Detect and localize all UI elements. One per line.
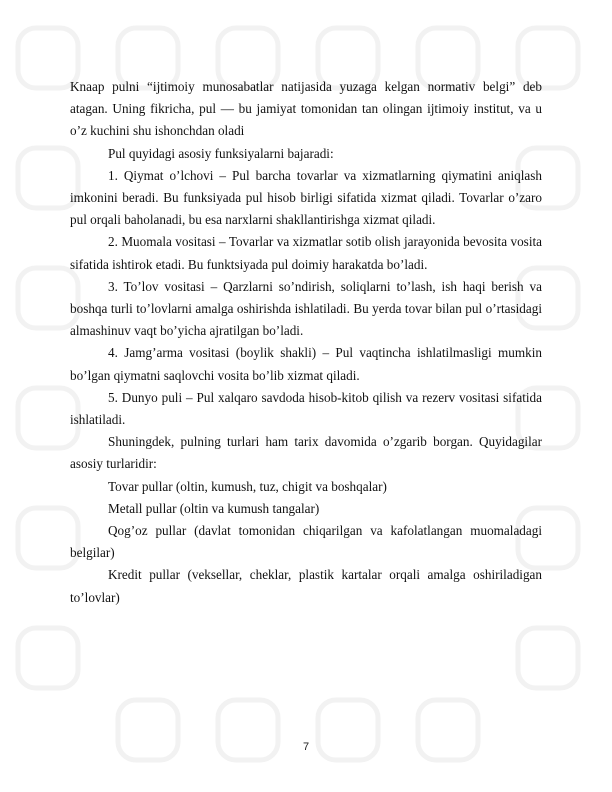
paragraph: 1. Qiymat o’lchovi – Pul barcha tovarlar va xizmatlarning qiymatini aniqlash imkonini beradi. Bu funksiyada pul hisob birligi sifatida xizmat qiladi. Tovarlar o’zaro pul orqali baholanadi, bu esa narxlarni shakllantirishga xizmat qiladi. — [70, 167, 542, 228]
list-item: Metall pullar (oltin va kumush tangalar) — [108, 500, 320, 516]
paragraph: 3. To’lov vositasi – Qarzlarni so’ndirish, soliqlarni to’lash, ish haqi berish va boshqa turli to’lovlarni amalga oshirishda ishlatiladi. Bu yerda tovar bilan pul o’rtasidagi almashinuv vaqt bo’yicha ajratilgan bo’ladi. — [70, 278, 542, 339]
list-item: Tovar pullar (oltin, kumush, tuz, chigit va boshqalar) — [108, 478, 387, 494]
paragraph: Pul quyidagi asosiy funksiyalarni bajaradi: — [108, 145, 334, 161]
paragraph: 2. Muomala vositasi – Tovarlar va xizmatlar sotib olish jarayonida bevosita vosita sifatida ishtirok etadi. Bu funktsiyada pul doimiy harakatda bo’ladi. — [70, 234, 542, 272]
document-body — [70, 76, 542, 609]
paragraph: 5. Dunyo puli – Pul xalqaro savdoda hisob-kitob qilish va rezerv vositasi sifatida ishlatiladi. — [70, 389, 542, 428]
paragraph: 4. Jamg’arma vositasi (boylik shakli) – Pul vaqtincha ishlatilmasligi mumkin bo’lgan qiymatni saqlovchi vosita bo’lib xizmat qiladi. — [70, 345, 542, 383]
page-number: 7 — [302, 741, 310, 753]
list-item: Kredit pullar (veksellar, cheklar, plastik kartalar orqali amalga oshiriladigan to’lovlar) — [70, 567, 542, 605]
list-item: Qog’oz pullar (davlat tomonidan chiqarilgan va kafolatlangan muomaladagi belgilar) — [70, 523, 542, 561]
paragraph: Knaap pulni “ijtimoiy munosabatlar natijasida yuzaga kelgan normativ belgi” deb atagan. Uning fikricha, pul — bu jamiyat tomonidan tan olingan ijtimoiy institut, va u o’z kuchini shu ishonchdan oladi — [70, 79, 542, 139]
paragraph: Shuningdek, pulning turlari ham tarix davomida o’zgarib borgan. Quyidagilar asosiy turlaridir: — [70, 434, 542, 472]
